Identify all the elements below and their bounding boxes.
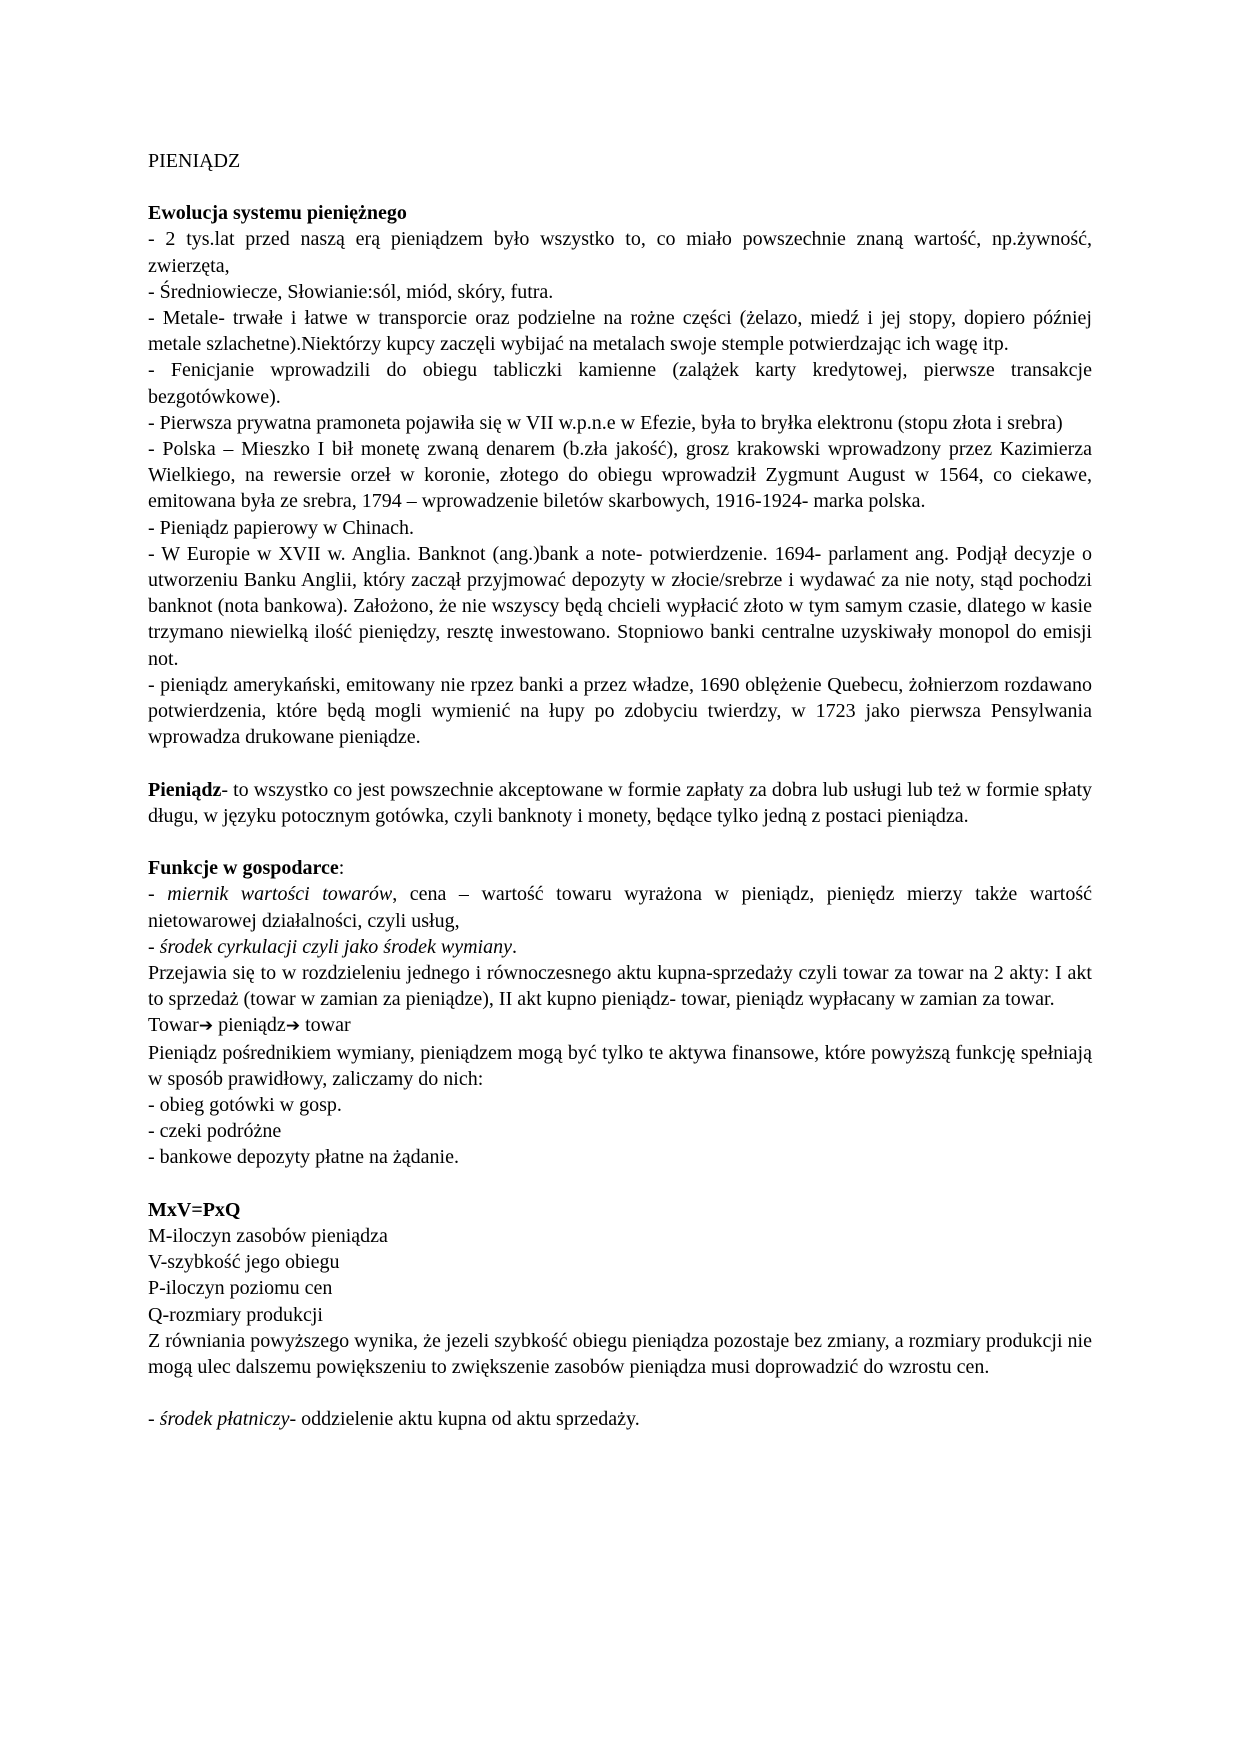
function-circulation-term: środek cyrkulacji czyli jako środek wymiany [159, 935, 512, 958]
list-item: - bankowe depozyty płatne na żądanie. [148, 1146, 459, 1169]
list-item: - czeki podróżne [148, 1120, 282, 1143]
definition-term: Pieniądz [148, 778, 222, 801]
evolution-item: - Fenicjanie wprowadzili do obiegu tabliczki kamienne (zalążek karty kredytowej, pierwsze transakcje bezgotówkowe). [148, 359, 1092, 408]
function-payment-term: środek płatniczy [159, 1408, 290, 1431]
right-arrow-icon: ➔ [198, 1016, 214, 1037]
document-title: PIENIĄDZ [148, 150, 241, 172]
function-measure-text: , cena – wartość towaru wyrażona w pieniądz, pieniędz mierzy także wartość nietowarowej działalności, czyli usług, [148, 883, 1092, 932]
equation-line: P-iloczyn poziomu cen [148, 1277, 333, 1300]
function-measure-term: miernik wartości towarów [167, 883, 393, 906]
list-item: - obieg gotówki w gosp. [148, 1094, 342, 1117]
function-circulation-period: . [511, 935, 517, 958]
equation-conclusion: Z równiania powyższego wynika, że jezeli szybkość obiegu pieniądza pozostaje bez zmiany, a rozmiary produkcji nie mogą ulec dalszemu powiększeniu to zwiększenie zasobów pieniądza musi doprowadzić do wzrostu cen. [148, 1329, 1092, 1379]
equation-line: V-szybkość jego obiegu [148, 1251, 340, 1274]
function-dash: - [148, 883, 168, 906]
money-forms-list [148, 1092, 1092, 1171]
functions-heading: Funkcje w gospodarce [148, 857, 339, 880]
evolution-item: - 2 tys.lat przed naszą erą pieniądzem było wszystko to, co miało powszechnie znaną wartość, np.żywność, zwierzęta, [148, 228, 1092, 277]
functions-paragraph-1: Przejawia się to w rozdzieleniu jednego i równoczesnego aktu kupna-sprzedaży czyli towar za towar na 2 akty: I akt to sprzedaż (towar w zamian za pieniądze), II akt kupno pieniądz- towar, pieniądz wypłacany w zamian za towar. [148, 962, 1092, 1011]
function-dash: - [148, 935, 160, 958]
evolution-item: - Metale- trwałe i łatwe w transporcie oraz podzielne na rożne części (żelazo, miedź i jej stopy, dopiero później metale szlachetne).Niektórzy kupcy zaczęli wybijać na metalach swoje stemple potwierdzając ich wagę itp. [148, 307, 1092, 356]
functions-paragraph-2: Pieniądz pośrednikiem wymiany, pieniądzem mogą być tylko te aktywa finansowe, które powyższą funkcję spełniają w sposób prawidłowy, zaliczamy do nich: [148, 1041, 1092, 1090]
document-body [148, 148, 1092, 1433]
equation-legend [148, 1223, 1092, 1328]
flow-money: pieniądz [213, 1014, 286, 1037]
evolution-item: - Pierwsza prywatna pramoneta pojawiła się w VII w.p.n.e w Efezie, była to bryłka elektronu (stopu złota i srebra) [148, 411, 1063, 434]
definition-paragraph [148, 777, 1092, 829]
definition-text: - to wszystko co jest powszechnie akceptowane w formie zapłaty za dobra lub usługi lub też w formie spłaty długu, w języku potocznym gotówka, czyli banknoty i monety, będące tylko jedną z postaci pieniądza. [148, 778, 1092, 827]
flow-goods: Towar [148, 1014, 199, 1037]
evolution-item: - Średniowiecze, Słowianie:sól, miód, skóry, futra. [148, 280, 554, 303]
function-circulation [148, 934, 1092, 960]
function-measure [148, 881, 1092, 933]
evolution-item: - Polska – Mieszko I bił monetę zwaną denarem (b.zła jakość), grosz krakowski wprowadzony przez Kazimierza Wielkiego, na rewersie orzeł w koronie, złotego do obiegu wprowadził Zygmunt August w 1564, co ciekawe, emitowana była ze srebra, 1794 – wprowadzenie biletów skarbowych, 1916-1924- marka polska. [148, 438, 1092, 513]
evolution-list [148, 226, 1092, 750]
functions-heading-line [148, 855, 1092, 881]
flow-goods-2: towar [300, 1014, 351, 1037]
evolution-item: - Pieniądz papierowy w Chinach. [148, 516, 415, 539]
function-payment-text: - oddzielenie aktu kupna od aktu sprzedaży. [289, 1408, 640, 1431]
equation-line: M-iloczyn zasobów pieniądza [148, 1225, 388, 1248]
equation-line: Q-rozmiary produkcji [148, 1303, 323, 1326]
right-arrow-icon: ➔ [285, 1016, 301, 1037]
equation-formula: MxV=PxQ [148, 1198, 241, 1221]
exchange-flow [148, 1012, 1092, 1039]
evolution-heading: Ewolucja systemu pieniężnego [148, 202, 407, 225]
evolution-item: - pieniądz amerykański, emitowany nie rpzez banki a przez władze, 1690 oblężenie Quebecu, żołnierzom rozdawano potwierdzenia, które będą mogli wymienić na łupy po zdobyciu twierdzy, w 1723 jako pierwsza Pensylwania wprowadza drukowane pieniądze. [148, 673, 1092, 749]
functions-heading-colon: : [338, 857, 345, 880]
function-payment [148, 1406, 1092, 1432]
function-dash: - [148, 1408, 160, 1431]
evolution-item: - W Europie w XVII w. Anglia. Banknot (ang.)bank a note- potwierdzenie. 1694- parlament ang. Podjął decyzje o utworzeniu Banku Anglii, który zaczął przyjmować depozyty w złocie/srebrze i wydawać za nie noty, stąd pochodzi banknot (nota bankowa). Założono, że nie wszyscy będą chcieli wypłacić złoto w tym samym czasie, dlatego w kasie trzymano niewielką ilość pieniędzy, resztę inwestowano. Stopniowo banki centralne uzyskiwały monopol do emisji not. [148, 542, 1092, 670]
